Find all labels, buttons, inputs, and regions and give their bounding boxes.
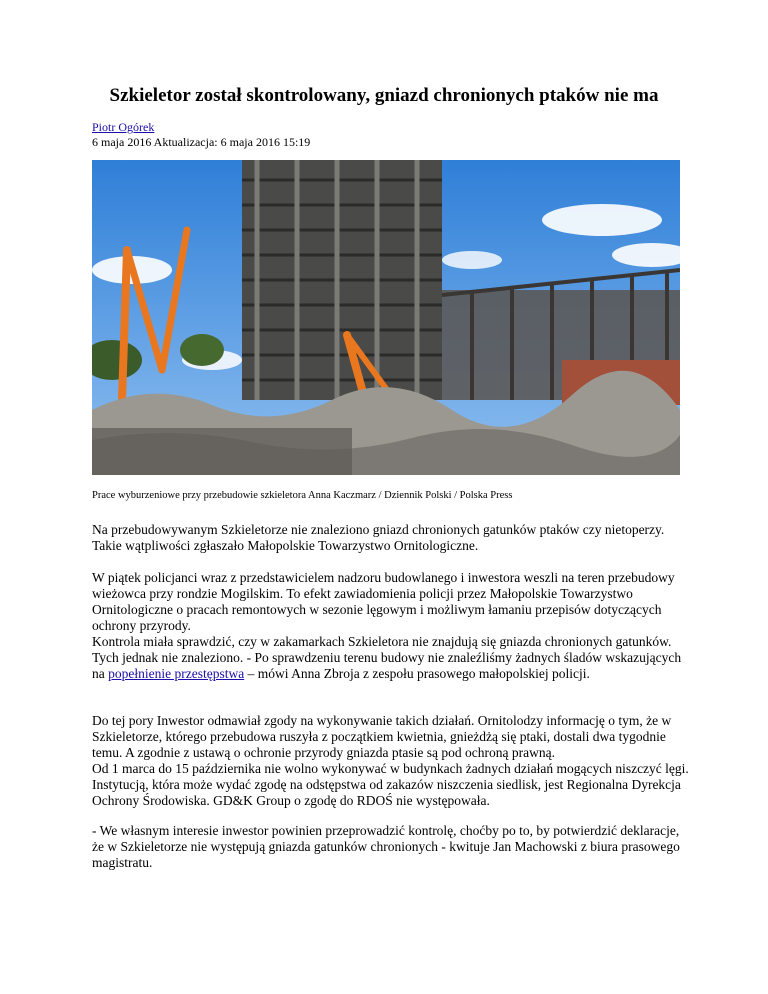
- paragraph-5: - We własnym interesie inwestor powinien przeprowadzić kontrolę, choćby po to, by potwierdzić deklaracje, że w Szkieletorze nie występują gniazda gatunków chronionych - kwituje Jan Machowski z biura prasowego magistratu.: [92, 823, 680, 870]
- paragraph-3-text-before: Kontrola miała sprawdzić, czy w zakamarkach Szkieletora nie znajdują się gniazda chronionych gatunków. Tych jednak nie znaleziono. - Po sprawdzeniu terenu budowy nie znaleźliśmy żadnych śladów wskazujących na: [92, 634, 682, 681]
- crime-link[interactable]: popełnienie przestępstwa: [108, 666, 245, 681]
- publish-date: 6 maja 2016 Aktualizacja: 6 maja 2016 15:19: [92, 135, 311, 149]
- demolition-photo-illustration: [92, 160, 680, 475]
- image-caption: Prace wyburzeniowe przy przebudowie szkieletora Anna Kaczmarz / Dziennik Polski / Polska Press: [92, 490, 513, 501]
- article-photo: [92, 160, 680, 475]
- paragraph-4: [92, 713, 692, 809]
- paragraph-4-line-2: Od 1 marca do 15 października nie wolno wykonywać w budynkach żadnych działań mogących niszczyć lęgi. Instytucją, która może wydać zgodę na odstępstwa od zakazów niszczenia siedlisk, jest Regionalna Dyrekcja Ochrony Środowiska. GD&K Group o zgodę do RDOŚ nie występowała.: [92, 761, 689, 808]
- tower-skeleton: [242, 160, 442, 400]
- paragraph-1: Na przebudowywanym Szkieletorze nie znaleziono gniazd chronionych gatunków ptaków czy nietoperzy. Takie wątpliwości zgłaszało Małopolskie Towarzystwo Ornitologiczne.: [92, 522, 665, 553]
- article-title: Szkieletor został skontrolowany, gniazd chronionych ptaków nie ma: [109, 85, 659, 106]
- paragraph-2: W piątek policjanci wraz z przedstawicielem nadzoru budowlanego i inwestora weszli na teren przebudowy wieżowca przy rondzie Mogilskim. To efekt zawiadomienia policji przez Małopolskie Towarzystwo Ornitologiczne o pracach remontowych w sezonie lęgowym i możliwym łamaniu przepisów dotyczących ochrony przyrody.: [92, 570, 675, 633]
- paragraph-3-text-after: – mówi Anna Zbroja z zespołu prasowego małopolskiej policji.: [244, 666, 590, 681]
- paragraph-3: [92, 634, 692, 682]
- byline: [92, 120, 310, 150]
- paragraph-4-line-1: Do tej pory Inwestor odmawiał zgody na wykonywanie takich działań. Ornitolodzy informację o tym, że w Szkieletorze, którego przebudowa ruszyła z początkiem kwietnia, gnieżdżą się ptaki, dostali dwa tygodnie temu. A zgodnie z ustawą o ochronie przyrody gniazda ptasie są pod ochroną prawną.: [92, 713, 672, 760]
- author-link[interactable]: Piotr Ogórek: [92, 120, 155, 134]
